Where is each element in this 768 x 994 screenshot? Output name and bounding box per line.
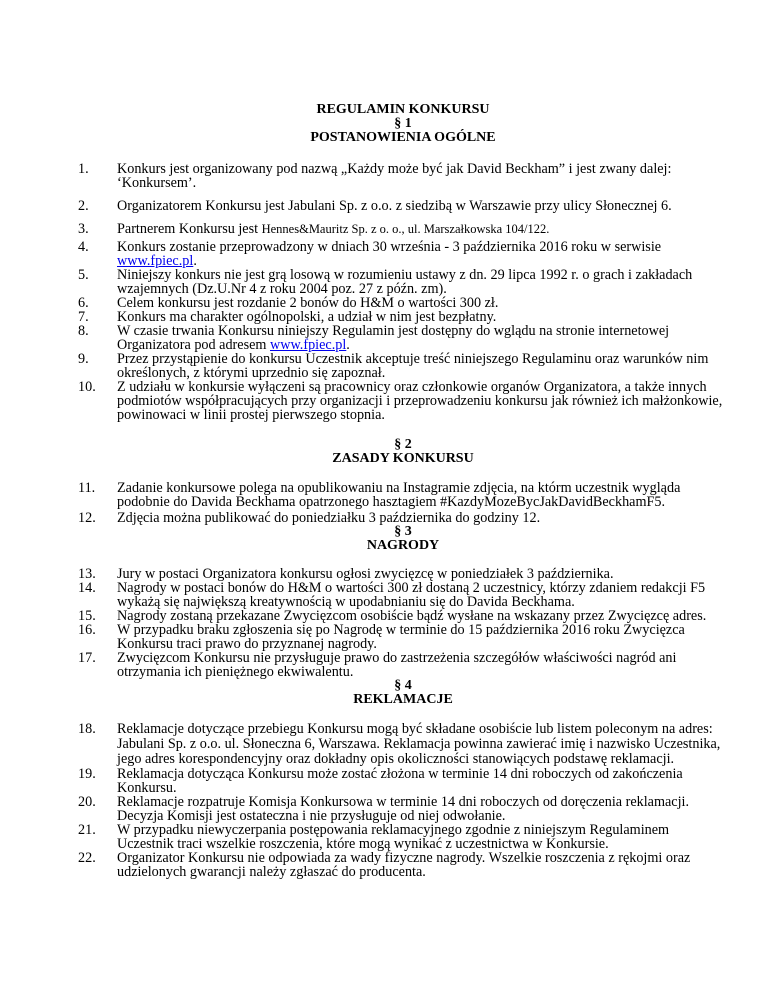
section-number: § 2 — [394, 437, 412, 452]
item-number: 10. — [78, 379, 96, 395]
list-item — [78, 310, 728, 324]
item-text: Organizatorem Konkursu jest Jabulani Sp. z o.o. z siedzibą w Warszawie przy ulicy Słonecznej 6. — [117, 198, 672, 214]
document-title: REGULAMIN KONKURSU — [316, 102, 490, 117]
section-heading: ZASADY KONKURSU — [332, 451, 474, 466]
item-text: Konkurs ma charakter ogólnopolski, a udział w nim jest bezpłatny. — [117, 309, 497, 325]
section-3 — [78, 525, 728, 679]
list-item — [78, 823, 728, 851]
list-item — [78, 324, 728, 352]
item-number: 14. — [78, 580, 96, 596]
item-text: Zdjęcia można publikować do poniedziałku 3 października do godziny 12. — [117, 510, 541, 526]
item-number: 13. — [78, 566, 96, 582]
section-heading: POSTANOWIENIA OGÓLNE — [310, 130, 496, 145]
list-item — [78, 722, 728, 767]
list-item — [78, 199, 728, 213]
item-number: 2. — [78, 198, 89, 214]
item-text: W przypadku braku zgłoszenia się po Nagrodę w terminie do 15 października 2016 roku Zwycięzca Konkursu traci prawo do przyznanej nagrody. — [117, 622, 685, 652]
section-heading: REKLAMACJE — [353, 692, 453, 707]
list-item — [78, 352, 728, 380]
list-item — [78, 567, 728, 581]
section-4 — [78, 679, 728, 879]
list-item — [78, 162, 728, 190]
list-item — [78, 240, 728, 268]
item-number: 4. — [78, 239, 89, 255]
section-number: § 4 — [394, 678, 412, 693]
item-text: Zwycięzcom Konkursu nie przysługuje prawo do zastrzeżenia szczegółów właściwości nagród ani otrzymania ich pieniężnego ekwiwalentu. — [117, 650, 677, 680]
section-1 — [78, 103, 728, 422]
website-link[interactable]: www.fpiec.pl — [269, 337, 347, 353]
item-number: 19. — [78, 766, 96, 782]
item-number: 20. — [78, 794, 96, 810]
item-number: 6. — [78, 295, 89, 311]
item-number: 1. — [78, 161, 89, 177]
item-text: Nagrody w postaci bonów do H&M o wartości 300 zł dostaną 2 uczestnicy, którzy zdaniem redakcji F5 wykażą się największą kreatywnością w upodabnianiu się do Davida Beckhama. — [117, 580, 706, 610]
item-text: Zadanie konkursowe polega na opublikowaniu na Instagramie zdjęcia, na którm uczestnik wygląda podobnie do Davida Beckhama opatrzonego hasztagiem #KazdyMozeBycJakDavidBeckhamF5. — [117, 480, 681, 510]
list-item — [78, 481, 728, 509]
list-item — [78, 581, 728, 609]
item-text-end: . — [346, 337, 350, 353]
item-number: 8. — [78, 323, 89, 339]
item-number: 3. — [78, 221, 89, 237]
item-number: 18. — [78, 721, 96, 737]
item-text: Partnerem Konkursu jest — [117, 221, 262, 237]
item-number: 11. — [78, 480, 96, 496]
item-number: 15. — [78, 608, 96, 624]
list-item — [78, 268, 728, 296]
list-item — [78, 795, 728, 823]
item-number: 22. — [78, 850, 96, 866]
list-item — [78, 609, 728, 623]
item-text: Jury w postaci Organizatora konkursu ogłosi zwycięzcę w poniedziałek 3 października. — [117, 566, 614, 582]
list-item — [78, 623, 728, 651]
item-text: Niniejszy konkurs nie jest grą losową w rozumieniu ustawy z dn. 29 lipca 1992 r. o grach i zakładach wzajemnych (Dz.U.Nr 4 z roku 2004 poz. 27 z późn. zm). — [117, 267, 693, 297]
list-item — [78, 222, 728, 236]
section-2 — [78, 438, 728, 525]
list-item — [78, 851, 728, 879]
list-item — [78, 296, 728, 310]
item-text: Reklamacje rozpatruje Komisja Konkursowa w terminie 14 dni roboczych od doręczenia reklamacji. Decyzja Komisji jest ostateczna i nie przysługuje od niej odwołanie. — [117, 794, 690, 824]
website-link[interactable]: www.fpiec.pl — [117, 253, 194, 269]
item-number: 12. — [78, 510, 96, 526]
item-text: Z udziału w konkursie wyłączeni są pracownicy oraz członkowie organów Organizatora, a także innych podmiotów współpracujących przy organizacji i przeprowadzeniu konkursu jak również ich małżonkowie, powinowaci w linii prostej pierwszego stopnia. — [117, 379, 723, 423]
section-number: § 3 — [394, 524, 412, 539]
item-number: 7. — [78, 309, 89, 325]
item-text: Przez przystąpienie do konkursu Uczestnik akceptuje treść niniejszego Regulaminu oraz warunków nim określonych, z którymi uprzednio się zapoznał. — [117, 351, 709, 381]
section-number: § 1 — [394, 116, 412, 131]
list-item — [78, 380, 728, 422]
item-text: W przypadku niewyczerpania postępowania reklamacyjnego zgodnie z niniejszym Regulaminem Uczestnik traci wszelkie roszczenia, które mogą wynikać z uczestnictwa w Konkursie. — [117, 822, 670, 852]
item-text: Konkurs jest organizowany pod nazwą „Każdy może być jak David Beckham” i jest zwany dalej: ‘Konkursem’. — [117, 161, 672, 191]
item-text-end: . — [193, 253, 197, 269]
item-text-small: Hennes&Mauritz Sp. z o. o., ul. Marszałkowska 104/122. — [261, 222, 550, 236]
list-item — [78, 511, 728, 525]
item-text: Celem konkursu jest rozdanie 2 bonów do H&M o wartości 300 zł. — [117, 295, 499, 311]
item-number: 16. — [78, 622, 96, 638]
section-heading: NAGRODY — [366, 538, 440, 553]
item-text: Nagrody zostaną przekazane Zwycięzcom osobiście bądź wysłane na wskazany przez Zwycięzcę adres. — [117, 608, 707, 624]
item-text: Reklamacja dotycząca Konkursu może zostać złożona w terminie 14 dni roboczych od zakończenia Konkursu. — [117, 766, 683, 796]
list-item — [78, 651, 728, 679]
item-text: Konkurs zostanie przeprowadzony w dniach 30 września - 3 października 2016 roku w serwisie — [117, 239, 662, 255]
item-text: W czasie trwania Konkursu niniejszy Regulamin jest dostępny do wglądu na stronie internetowej Organizatora pod adresem — [117, 323, 670, 353]
item-number: 17. — [78, 650, 96, 666]
list-item — [78, 767, 728, 795]
item-text: Organizator Konkursu nie odpowiada za wady fizyczne nagrody. Wszelkie roszczenia z rękojmi oraz udzielonych gwarancji należy zgłaszać do producenta. — [117, 850, 691, 880]
item-number: 21. — [78, 822, 96, 838]
item-number: 5. — [78, 267, 89, 283]
document-page — [78, 103, 728, 879]
item-text: Reklamacje dotyczące przebiegu Konkursu mogą być składane osobiście lub listem poleconym na adres: Jabulani Sp. z o.o. ul. Słoneczna 6, Warszawa. Reklamacja powinna zawierać imię i nazwisko Uczestnika, jego adres korespondencyjny oraz dokładny opis okoliczności stanowiących podstawę reklamacji. — [117, 721, 721, 767]
item-number: 9. — [78, 351, 89, 367]
